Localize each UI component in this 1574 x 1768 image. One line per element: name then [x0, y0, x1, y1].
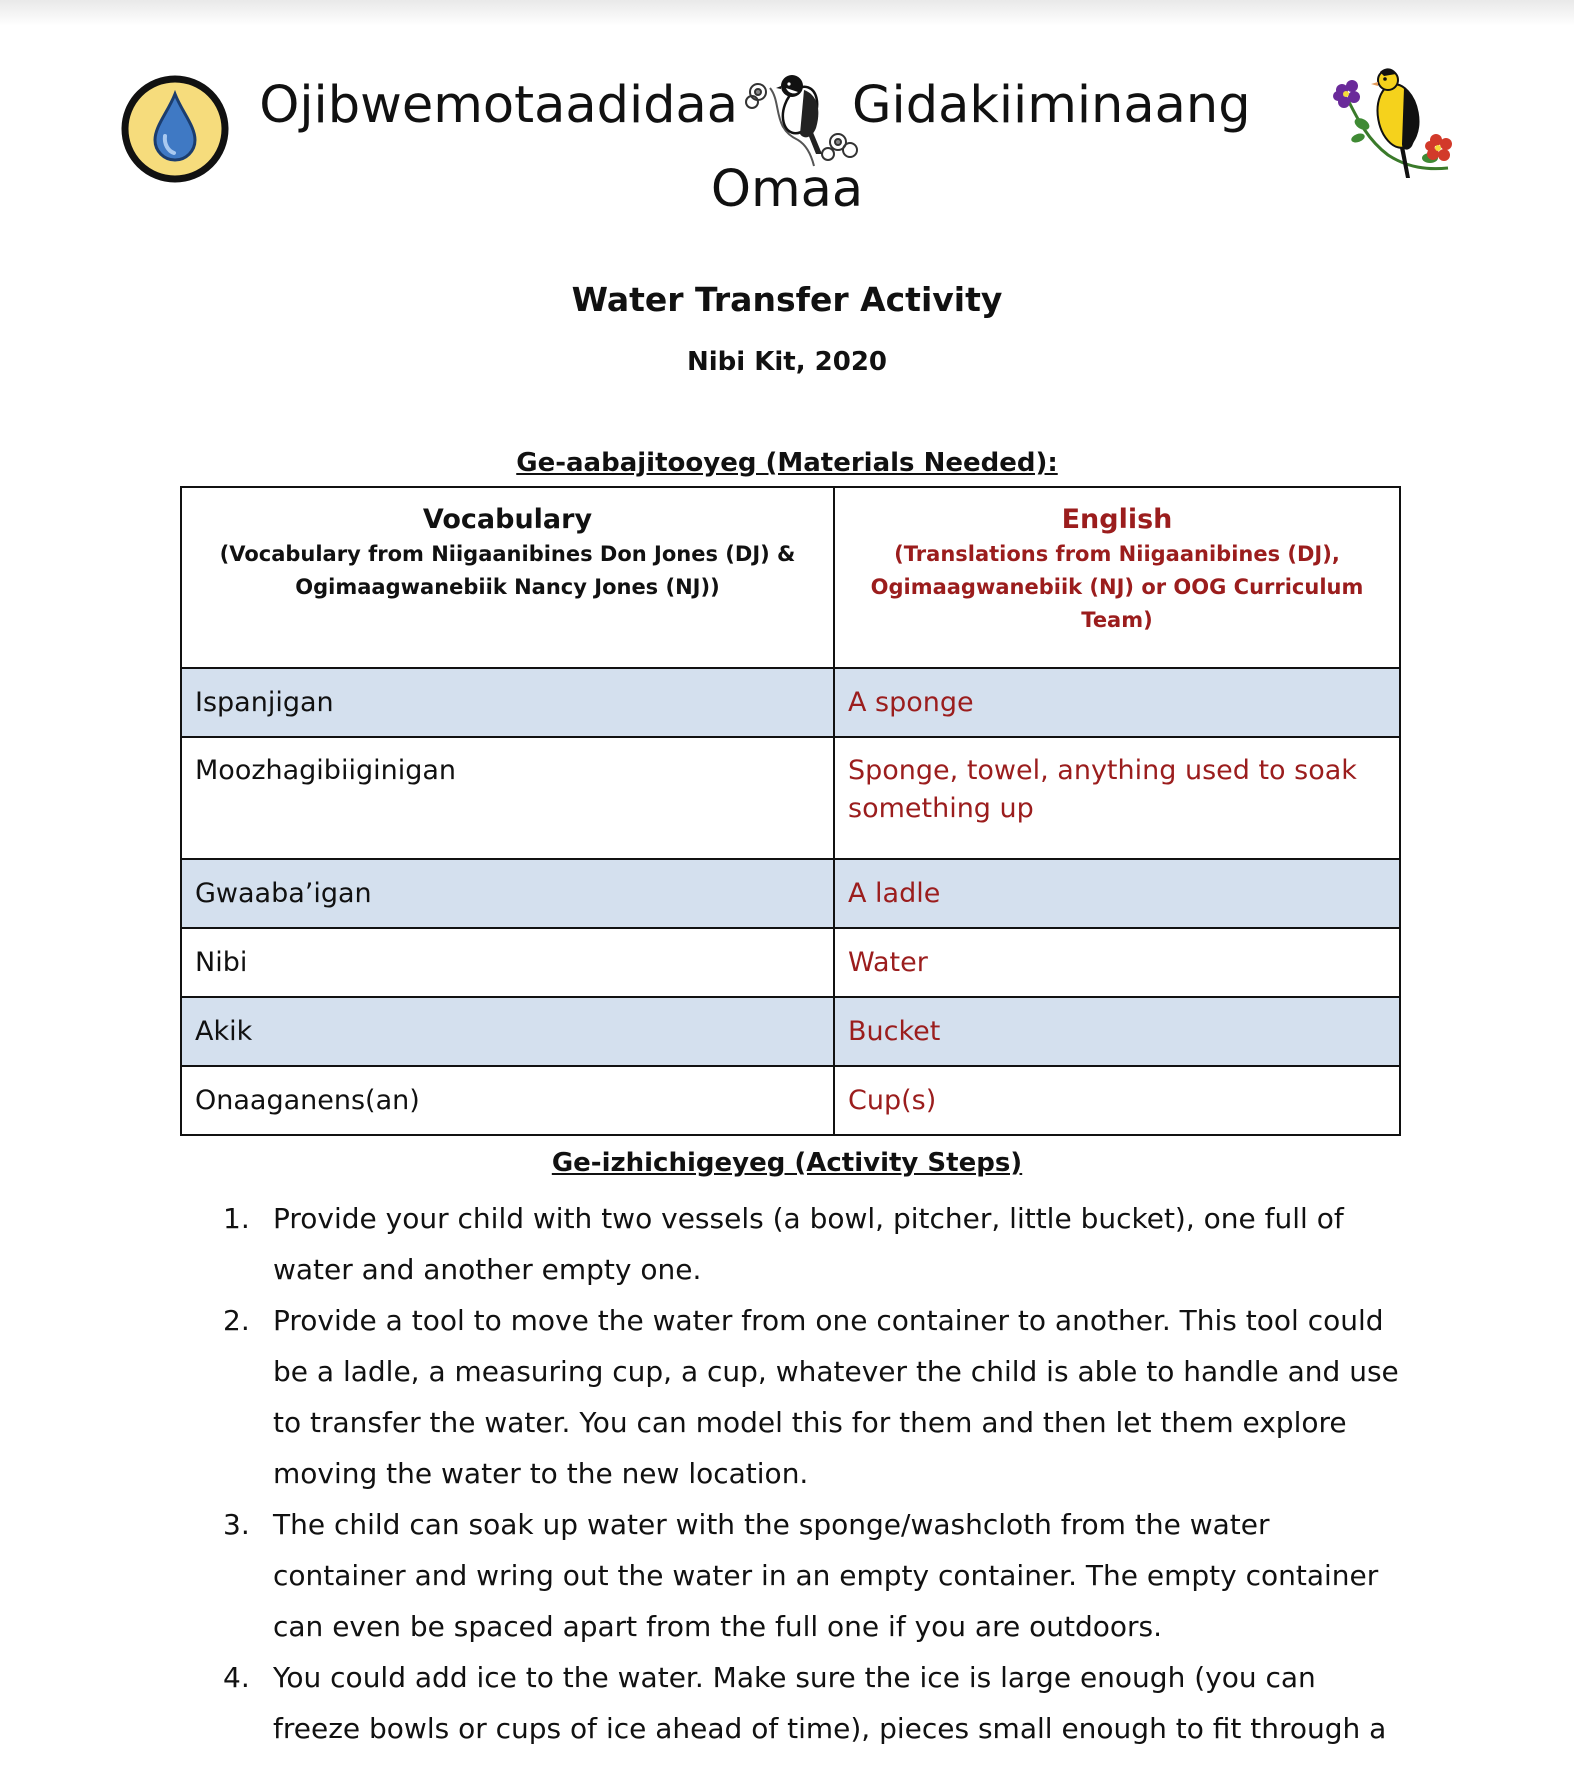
step-number: 4.: [223, 1661, 250, 1694]
header-title-line2: Omaa: [710, 160, 864, 219]
page-title: Water Transfer Activity: [571, 280, 1003, 319]
step-number: 3.: [223, 1508, 250, 1541]
steps-heading: Ge-izhichigeyeg (Activity Steps): [551, 1148, 1023, 1178]
table-header-row: [181, 487, 1400, 668]
table-row: [181, 928, 1400, 997]
list-item: [223, 1499, 1403, 1652]
english-header-subtitle: (Translations from Niigaanibines (DJ), Ogimaagwanebiik (NJ) or OOG Curriculum Team): [870, 542, 1364, 632]
vocabulary-table: [180, 486, 1401, 1136]
materials-heading: Ge-aabajitooyeg (Materials Needed):: [516, 448, 1058, 478]
english-cell: A sponge: [834, 668, 1400, 737]
table-row: [181, 997, 1400, 1066]
english-cell: A ladle: [834, 859, 1400, 928]
chickadee-bird-icon: [742, 68, 862, 168]
table-row: [181, 737, 1400, 859]
page-subtitle: Nibi Kit, 2020: [686, 347, 888, 377]
english-cell: Bucket: [834, 997, 1400, 1066]
vocabulary-column-header: [181, 487, 834, 668]
vocabulary-header-subtitle: (Vocabulary from Niigaanibines Don Jones (DJ) & Ogimaagwanebiik Nancy Jones (NJ)): [219, 542, 796, 599]
ojibwe-cell: Akik: [181, 997, 834, 1066]
ojibwe-cell: Moozhagibiiginigan: [181, 737, 834, 859]
list-item: [223, 1295, 1403, 1499]
table-row: [181, 859, 1400, 928]
table-row: [181, 1066, 1400, 1135]
step-number: 1.: [223, 1202, 250, 1235]
step-text: Provide your child with two vessels (a bowl, pitcher, little bucket), one full of water and another empty one.: [273, 1202, 1344, 1286]
table-row: [181, 668, 1400, 737]
vocabulary-header-title: Vocabulary: [422, 504, 593, 535]
english-header-title: English: [1061, 504, 1173, 535]
ojibwe-cell: Onaaganens(an): [181, 1066, 834, 1135]
activity-steps-list: [223, 1193, 1403, 1754]
ojibwe-cell: Ispanjigan: [181, 668, 834, 737]
english-cell: Cup(s): [834, 1066, 1400, 1135]
list-item: [223, 1652, 1403, 1754]
ojibwe-cell: Nibi: [181, 928, 834, 997]
list-item: [223, 1193, 1403, 1295]
step-number: 2.: [223, 1304, 250, 1337]
header-title-left: Ojibwemotaadidaa: [259, 76, 738, 135]
english-cell: Sponge, towel, anything used to soak something up: [834, 737, 1400, 859]
header-title-right: Gidakiiminaang: [852, 76, 1251, 135]
step-text: You could add ice to the water. Make sure the ice is large enough (you can freeze bowls or cups of ice ahead of time), pieces small enough to fit through a: [273, 1661, 1387, 1745]
ojibwe-cell: Gwaaba’igan: [181, 859, 834, 928]
english-cell: Water: [834, 928, 1400, 997]
step-text: The child can soak up water with the sponge/washcloth from the water container and wring out the water in an empty container. The empty container can even be spaced apart from the full one if you are outdoors.: [273, 1508, 1379, 1643]
english-column-header: [834, 487, 1400, 668]
step-text: Provide a tool to move the water from one container to another. This tool could be a ladle, a measuring cup, a cup, whatever the child is able to handle and use to transfer the water. You can model this for them and then let them explore moving the water to the new location.: [273, 1304, 1399, 1490]
page-top-shadow: [0, 0, 1574, 26]
